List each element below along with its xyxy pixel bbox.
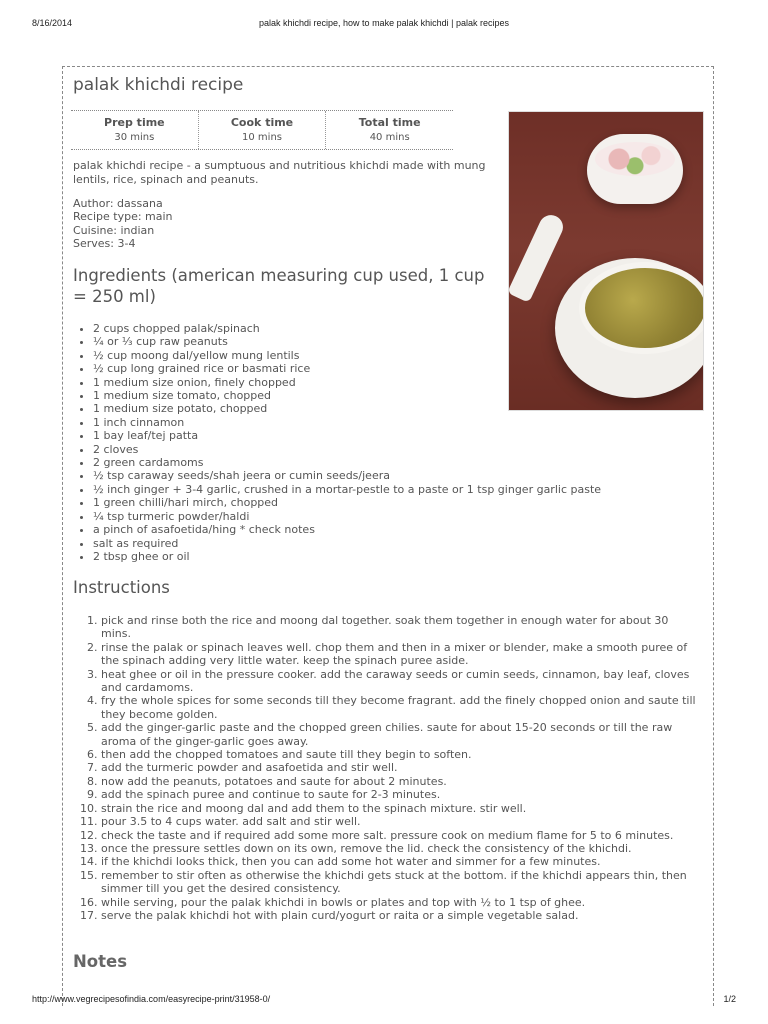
recipe-type: Recipe type: main <box>73 210 173 224</box>
list-item: 14. if the khichdi looks thick, then you can add some hot water and simmer for a few minutes. <box>101 855 697 868</box>
recipe-card <box>62 66 714 1006</box>
recipe-serves: Serves: 3-4 <box>73 237 136 251</box>
list-item: 16. while serving, pour the palak khichdi in bowls or plates and top with ½ to 1 tsp of ghee. <box>101 896 697 909</box>
list-item: • 2 cups chopped palak/spinach <box>93 322 713 335</box>
list-item: • ¼ tsp turmeric powder/haldi <box>93 510 713 523</box>
recipe-cuisine: Cuisine: indian <box>73 223 155 237</box>
list-item: 3. heat ghee or oil in the pressure cooker. add the caraway seeds or cumin seeds, cinnamon, bay leaf, cloves and cardamoms. <box>101 668 697 695</box>
list-item: 6. then add the chopped tomatoes and saute till they begin to soften. <box>101 748 697 761</box>
instructions-heading: Instructions <box>73 578 170 597</box>
list-item: • 2 cloves <box>93 443 713 456</box>
spoon-shape <box>508 211 567 303</box>
list-item: 15. remember to stir often as otherwise the khichdi gets stuck at the bottom. if the khichdi appears thin, then simmer till you get the desired consistency. <box>101 869 697 896</box>
list-item: • 1 inch cinnamon <box>93 416 713 429</box>
list-item: 10. strain the rice and moong dal and add them to the spinach mixture. stir well. <box>101 802 697 815</box>
prep-time <box>71 111 199 149</box>
list-item: 11. pour 3.5 to 4 cups water. add salt and stir well. <box>101 815 697 828</box>
list-item: • a pinch of asafoetida/hing * check notes <box>93 523 713 536</box>
list-item: • ¼ or ⅓ cup raw peanuts <box>93 335 713 348</box>
print-page-title: palak khichdi recipe, how to make palak khichdi | palak recipes <box>259 18 509 28</box>
recipe-title: palak khichdi recipe <box>73 75 244 95</box>
print-footer <box>32 994 736 1008</box>
print-header <box>32 18 736 32</box>
list-item: • salt as required <box>93 537 713 550</box>
list-item: 7. add the turmeric powder and asafoetida and stir well. <box>101 761 697 774</box>
list-item: 8. now add the peanuts, potatoes and saute for about 2 minutes. <box>101 775 697 788</box>
list-item: 17. serve the palak khichdi hot with plain curd/yogurt or raita or a simple vegetable salad. <box>101 909 697 922</box>
notes-heading: Notes <box>73 952 128 971</box>
list-item: • 1 medium size onion, finely chopped <box>93 376 713 389</box>
recipe-author: Author: dassana <box>73 197 163 210</box>
list-item: 1. pick and rinse both the rice and moong dal together. soak them together in enough water for about 30 mins. <box>101 614 697 641</box>
time-value: 40 mins <box>369 132 410 143</box>
time-label: Cook time <box>230 116 294 129</box>
list-item: • ½ tsp caraway seeds/shah jeera or cumin seeds/jeera <box>93 469 713 482</box>
list-item: 5. add the ginger-garlic paste and the chopped green chilies. saute for about 15-20 seconds or till the raw aroma of the ginger-garlic goes away. <box>101 721 697 748</box>
ingredients-list <box>73 322 713 563</box>
list-item: • 1 green chilli/hari mirch, chopped <box>93 496 713 509</box>
total-time <box>326 111 453 149</box>
list-item: 2. rinse the palak or spinach leaves well. chop them and then in a mixer or blender, make a smooth puree of the spinach adding very little water. keep the spinach puree aside. <box>101 641 697 668</box>
salad-shape <box>595 142 675 176</box>
list-item: • 2 green cardamoms <box>93 456 713 469</box>
time-value: 10 mins <box>242 132 282 143</box>
recipe-meta <box>73 197 173 251</box>
list-item: • 2 tbsp ghee or oil <box>93 550 713 563</box>
list-item: 4. fry the whole spices for some seconds till they become fragrant. add the finely chopped onion and saute till they become golden. <box>101 694 697 721</box>
time-value: 30 mins <box>114 132 155 143</box>
page-number: 1/2 <box>723 994 736 1004</box>
time-label: Total time <box>358 116 421 129</box>
list-item: • 1 medium size potato, chopped <box>93 402 713 415</box>
salad-bowl-shape <box>587 134 683 204</box>
print-date: 8/16/2014 <box>32 18 73 28</box>
recipe-times <box>71 110 453 150</box>
list-item: • ½ cup moong dal/yellow mung lentils <box>93 349 713 362</box>
recipe-description: palak khichdi recipe - a sumptuous and nutritious khichdi made with mung lentils, rice, spinach and peanuts. <box>73 159 486 186</box>
instructions-list <box>73 614 697 922</box>
cook-time <box>199 111 327 149</box>
list-item: • 1 bay leaf/tej patta <box>93 429 713 442</box>
ingredients-heading: Ingredients (american measuring cup used, 1 cup = 250 ml) <box>73 266 485 306</box>
list-item: 12. check the taste and if required add some more salt. pressure cook on medium flame for 5 to 6 minutes. <box>101 829 697 842</box>
page-url-link[interactable]: http://www.vegrecipesofindia.com/easyrecipe-print/31958-0/ <box>32 994 271 1004</box>
list-item: • 1 medium size tomato, chopped <box>93 389 713 402</box>
time-label: Prep time <box>104 116 165 129</box>
list-item: 9. add the spinach puree and continue to saute for 2-3 minutes. <box>101 788 697 801</box>
list-item: • ½ inch ginger + 3-4 garlic, crushed in a mortar-pestle to a paste or 1 tsp ginger garlic paste <box>93 483 713 496</box>
list-item: 13. once the pressure settles down on its own, remove the lid. check the consistency of the khichdi. <box>101 842 697 855</box>
list-item: • ½ cup long grained rice or basmati rice <box>93 362 713 375</box>
